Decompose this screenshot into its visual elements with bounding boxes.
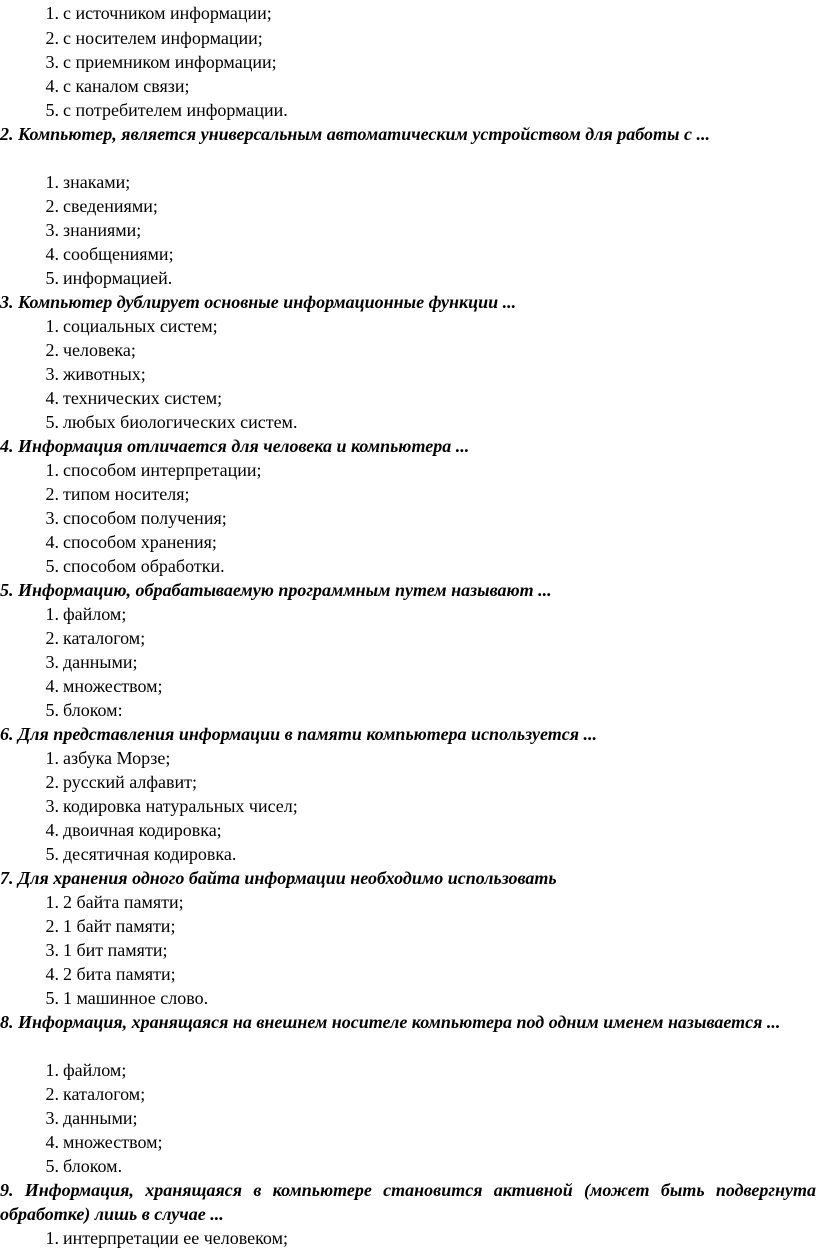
option-number: 2. (45, 772, 59, 792)
answer-option (27, 1106, 807, 1130)
option-text: файлом; (63, 1060, 127, 1080)
option-number: 4. (45, 820, 59, 840)
option-number: 1. (45, 892, 59, 912)
answer-option (27, 794, 807, 818)
option-number: 1. (45, 172, 59, 192)
option-text: информацией. (63, 268, 173, 288)
option-number: 4. (45, 388, 59, 408)
answer-option (27, 1058, 807, 1082)
option-number: 5. (45, 988, 59, 1008)
answer-option (27, 770, 807, 794)
option-text: интерпретации ее человеком; (63, 1228, 288, 1248)
option-text: способом интерпретации; (63, 460, 262, 480)
option-number: 1. (45, 748, 59, 768)
option-text: с потребителем информации. (63, 100, 288, 120)
option-number: 5. (45, 700, 59, 720)
option-number: 3. (45, 796, 59, 816)
answer-option (27, 410, 807, 434)
answer-option (27, 506, 807, 530)
option-number: 4. (45, 76, 59, 96)
option-number: 3. (45, 940, 59, 960)
answer-option (27, 986, 807, 1010)
option-number: 3. (45, 52, 59, 72)
option-number: 3. (45, 220, 59, 240)
option-text: блоком: (63, 700, 123, 720)
option-text: данными; (63, 1108, 138, 1128)
option-number: 4. (45, 532, 59, 552)
option-text: сведениями; (63, 196, 158, 216)
answer-option (27, 842, 807, 866)
option-number: 2. (45, 340, 59, 360)
answer-option (27, 314, 807, 338)
answer-option (27, 530, 807, 554)
option-text: способом хранения; (63, 532, 217, 552)
option-text: социальных систем; (63, 316, 218, 336)
option-number: 2. (45, 628, 59, 648)
option-number: 3. (45, 1108, 59, 1128)
option-number: 5. (45, 556, 59, 576)
option-text: с источником информации; (63, 3, 272, 23)
question-7: 7. Для хранения одного байта информации необходимо использовать (0, 868, 557, 888)
answer-option (27, 50, 807, 74)
option-text: каталогом; (63, 1084, 146, 1104)
answer-option (27, 482, 807, 506)
option-text: множеством; (63, 1132, 163, 1152)
answer-option (27, 818, 807, 842)
option-text: животных; (63, 364, 146, 384)
answer-option (27, 362, 807, 386)
answer-option (27, 698, 807, 722)
option-text: знаниями; (63, 220, 142, 240)
question-2: 2. Компьютер, является универсальным автоматическим устройством для работы с ... (0, 124, 710, 144)
option-number: 1. (45, 316, 59, 336)
answer-option (27, 242, 807, 266)
option-text: двоичная кодировка; (63, 820, 222, 840)
option-text: способом получения; (63, 508, 227, 528)
answer-option (27, 1154, 807, 1178)
answer-option (27, 890, 807, 914)
answer-option (27, 938, 807, 962)
question-3: 3. Компьютер дублирует основные информационные функции ... (0, 292, 517, 312)
option-text: типом носителя; (63, 484, 190, 504)
option-number: 4. (45, 244, 59, 264)
option-text: десятичная кодировка. (63, 844, 237, 864)
answer-option (27, 554, 807, 578)
option-text: русский алфавит; (63, 772, 198, 792)
option-text: блоком. (63, 1156, 123, 1176)
option-number: 1. (45, 604, 59, 624)
option-number: 5. (45, 100, 59, 120)
answer-option (27, 98, 807, 122)
option-text: человека; (63, 340, 136, 360)
option-text: азбука Морзе; (63, 748, 171, 768)
option-text: кодировка натуральных чисел; (63, 796, 298, 816)
option-number: 5. (45, 268, 59, 288)
option-number: 1. (45, 1228, 59, 1248)
option-text: с носителем информации; (63, 28, 263, 48)
answer-option (27, 1130, 807, 1154)
option-number: 1. (45, 1060, 59, 1080)
answer-option (27, 170, 807, 194)
option-text: файлом; (63, 604, 127, 624)
option-number: 5. (45, 844, 59, 864)
answer-option (27, 194, 807, 218)
option-number: 2. (45, 28, 59, 48)
option-text: знаками; (63, 172, 131, 192)
answer-option (27, 746, 807, 770)
option-number: 3. (45, 364, 59, 384)
option-text: данными; (63, 652, 138, 672)
option-text: сообщениями; (63, 244, 174, 264)
answer-option (27, 650, 807, 674)
option-number: 3. (45, 652, 59, 672)
option-text: с каналом связи; (63, 76, 190, 96)
option-number: 5. (45, 412, 59, 432)
answer-option (27, 1, 807, 25)
option-text: множеством; (63, 676, 163, 696)
option-number: 2. (45, 916, 59, 936)
option-text: каталогом; (63, 628, 146, 648)
answer-option (27, 386, 807, 410)
answer-option (27, 626, 807, 650)
answer-option (27, 218, 807, 242)
question-8: 8. Информация, хранящаяся на внешнем носителе компьютера под одним именем называется ... (0, 1012, 781, 1032)
option-number: 2. (45, 196, 59, 216)
answer-option (27, 1226, 807, 1250)
question-5: 5. Информацию, обрабатываемую программным путем называют ... (0, 580, 552, 600)
option-text: 1 байт памяти; (63, 916, 176, 936)
option-number: 2. (45, 484, 59, 504)
option-number: 2. (45, 1084, 59, 1104)
question-6: 6. Для представления информации в памяти компьютера используется ... (0, 724, 597, 744)
answer-option (27, 266, 807, 290)
option-number: 1. (45, 460, 59, 480)
option-text: 1 бит памяти; (63, 940, 168, 960)
question-4: 4. Информация отличается для человека и компьютера ... (0, 436, 470, 456)
answer-option (27, 962, 807, 986)
answer-option (27, 1082, 807, 1106)
answer-option (27, 26, 807, 50)
answer-option (27, 74, 807, 98)
option-number: 4. (45, 964, 59, 984)
option-text: любых биологических систем. (63, 412, 298, 432)
answer-option (27, 338, 807, 362)
option-text: 2 байта памяти; (63, 892, 184, 912)
option-number: 3. (45, 508, 59, 528)
option-text: технических систем; (63, 388, 223, 408)
option-text: с приемником информации; (63, 52, 277, 72)
option-number: 1. (45, 3, 59, 23)
option-number: 4. (45, 676, 59, 696)
option-number: 4. (45, 1132, 59, 1152)
option-text: способом обработки. (63, 556, 225, 576)
answer-option (27, 602, 807, 626)
option-number: 5. (45, 1156, 59, 1176)
answer-option (27, 914, 807, 938)
option-text: 1 машинное слово. (63, 988, 209, 1008)
option-text: 2 бита памяти; (63, 964, 176, 984)
answer-option (27, 458, 807, 482)
answer-option (27, 674, 807, 698)
question-9: 9. Информация, хранящаяся в компьютере становится активной (может быть подвергнута обработке) лишь в случае ... (0, 1180, 816, 1224)
